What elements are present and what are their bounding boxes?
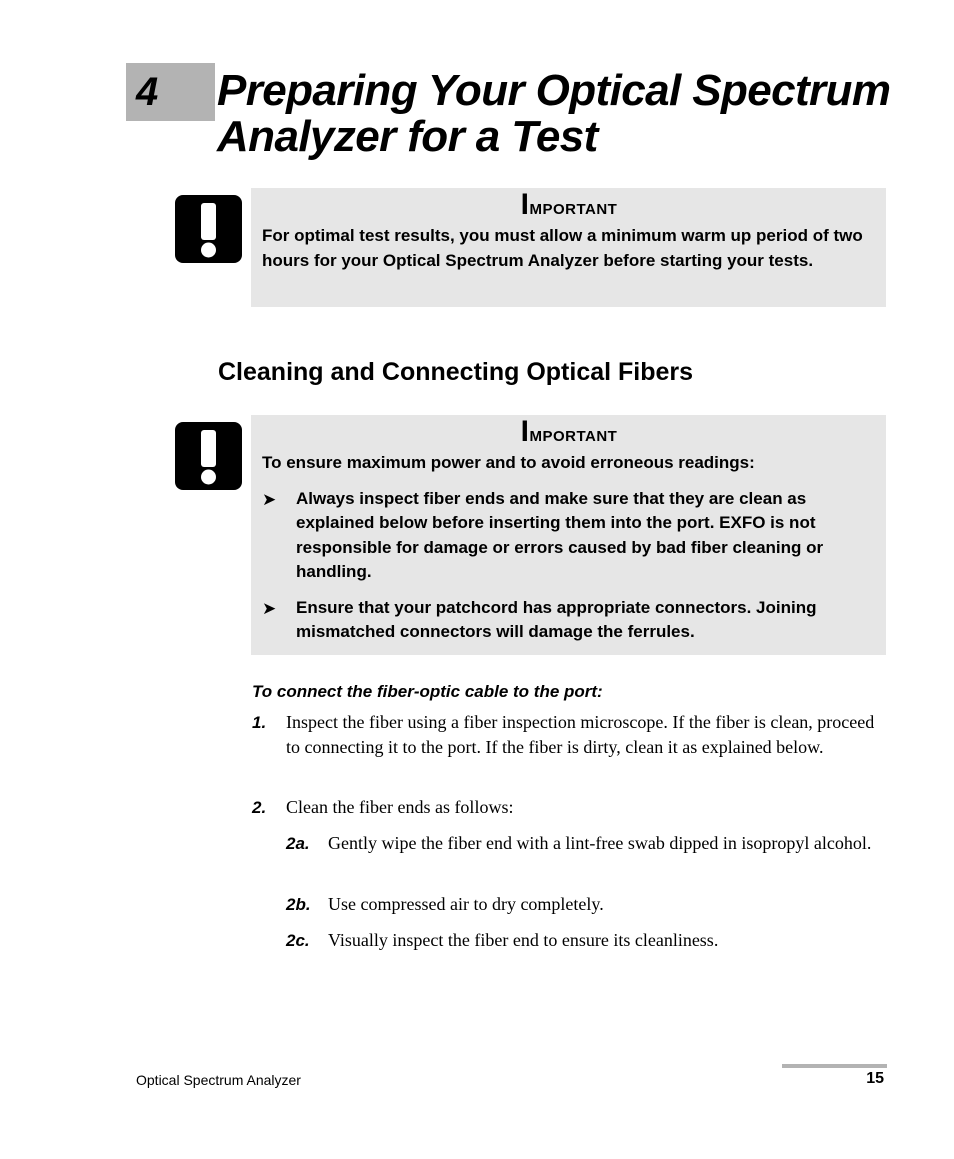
footer-product-name: Optical Spectrum Analyzer	[136, 1072, 301, 1088]
step-number: 2.	[252, 798, 267, 817]
step-2	[252, 795, 886, 820]
important-note-cleaning	[251, 415, 886, 655]
procedure-title: To connect the fiber-optic cable to the port:	[252, 682, 603, 701]
exclamation-icon	[175, 195, 242, 263]
exclamation-icon	[175, 422, 242, 490]
chapter-title: Preparing Your Optical Spectrum Analyzer for a Test	[217, 66, 891, 161]
step-text: Clean the fiber ends as follows:	[286, 797, 514, 817]
page-number: 15	[866, 1070, 884, 1087]
step-number: 1.	[252, 713, 267, 732]
step-number: 2c.	[286, 931, 310, 950]
important-heading: Important	[520, 188, 618, 221]
list-item: ➤ Always inspect fiber ends and make sure that they are clean as explained below before inserting them into the port. EXFO is not responsible for damage or errors caused by bad fiber cleaning or handling.	[262, 488, 824, 581]
step-number: 2b.	[286, 895, 311, 914]
important-bullet-list	[262, 487, 876, 645]
important-note-warmup	[251, 188, 886, 307]
section-title: Cleaning and Connecting Optical Fibers	[218, 358, 694, 386]
arrow-bullet-icon: ➤	[262, 598, 277, 618]
step-text: Gently wipe the fiber end with a lint-free swab dipped in isopropyl alcohol.	[328, 833, 872, 853]
step-text: Inspect the fiber using a fiber inspection microscope. If the fiber is clean, proceed to connecting it to the port. If the fiber is dirty, clean it as explained below.	[286, 712, 875, 757]
step-2a	[286, 831, 886, 856]
important-heading: Important	[520, 415, 618, 448]
list-item: ➤ Ensure that your patchcord has appropriate connectors. Joining mismatched connectors will damage the ferrules.	[262, 597, 817, 641]
step-1	[252, 710, 886, 759]
important-intro: To ensure maximum power and to avoid erroneous readings:	[262, 453, 755, 472]
important-text: For optimal test results, you must allow a minimum warm up period of two hours for your Optical Spectrum Analyzer before starting your tests.	[262, 226, 863, 270]
chapter-number: 4	[136, 70, 159, 114]
step-number: 2a.	[286, 834, 310, 853]
step-text: Use compressed air to dry completely.	[328, 894, 604, 914]
step-text: Visually inspect the fiber end to ensure its cleanliness.	[328, 930, 719, 950]
footer-divider	[782, 1064, 887, 1068]
arrow-bullet-icon: ➤	[262, 489, 277, 509]
step-2b	[286, 892, 886, 917]
step-2c	[286, 928, 886, 953]
